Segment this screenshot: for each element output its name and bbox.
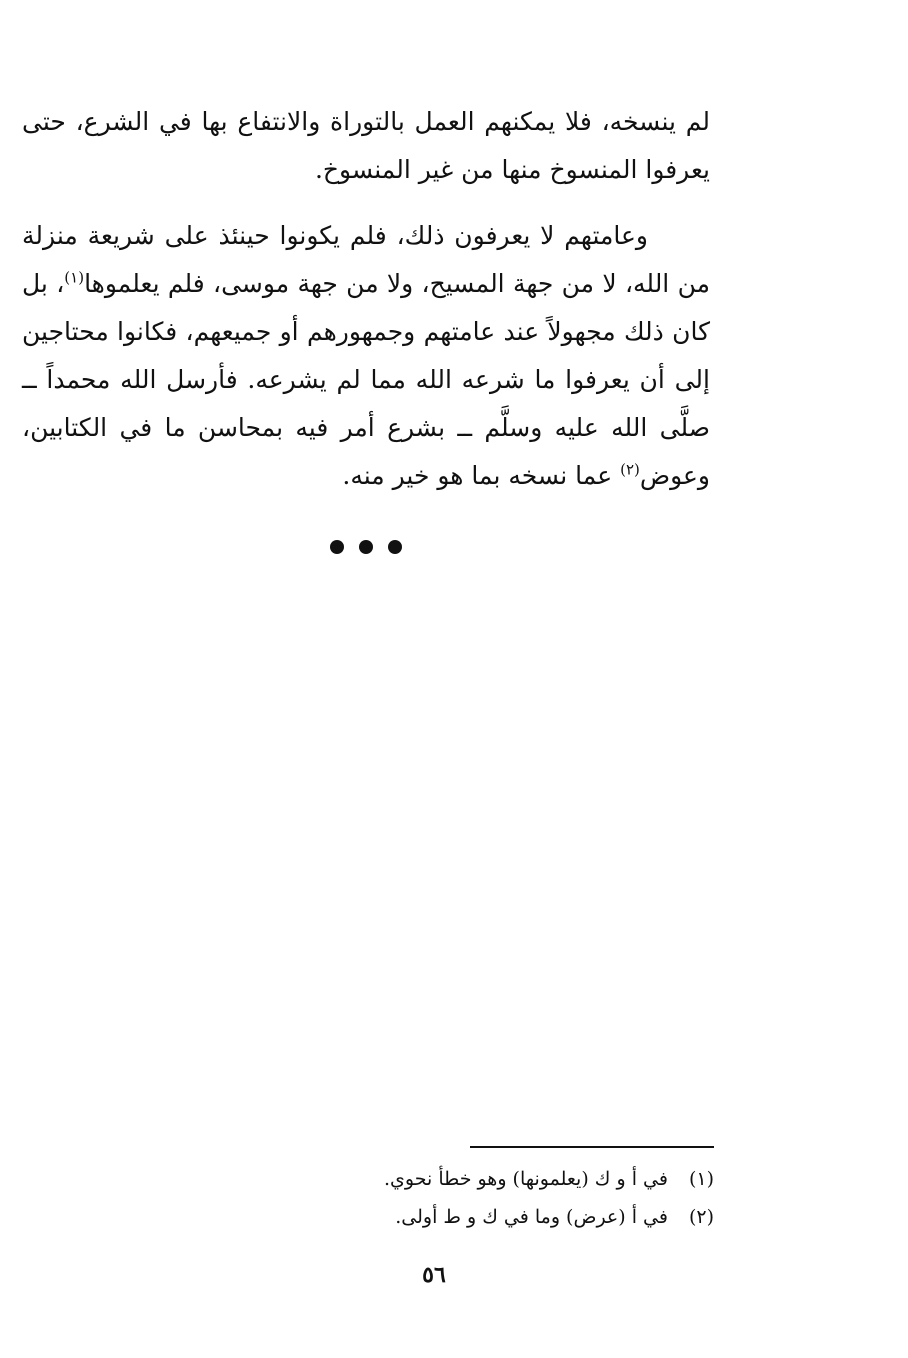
paragraph-2-part-2: ، بل كان ذلك مجهولاً عند عامتهم وجمهورهم أو جميعهم، فكانوا محتاجين إلى أن يعرفوا ما شرعه الله مما لم يشرعه. فأرسل الله محمداً ــ صلَّى الله عليه وسلَّم ــ بشرع أمر فيه بمحاسن ما في الكتابين، وعوض [22,269,710,490]
paragraph-2-part-3: عما نسخه بما هو خير منه. [342,461,621,490]
paragraph-2-part-1: وعامتهم لا يعرفون ذلك، فلم يكونوا حينئذ على شريعة منزلة من الله، لا من جهة المسيح، ولا من جهة موسى، فلم يعلموها [22,221,710,298]
footnote-marker-1: (١) [64,268,85,287]
footnote-1-number: (١) [688,1168,714,1190]
footnote-1-text: في أ و ك (يعلمونها) وهو خطأ نحوي. [384,1168,668,1190]
paragraph-1 [22,98,710,194]
divider-dot [330,540,344,554]
divider-dot [359,540,373,554]
main-text [22,98,710,500]
footnote-2-text: في أ (عرض) وما في ك و ط أولى. [395,1206,668,1228]
footnote-2 [300,1198,714,1236]
footnote-marker-2: (٢) [620,460,640,479]
footnote-2-number: (٢) [688,1206,714,1228]
divider-dot [388,540,402,554]
footnote-1 [300,1160,714,1198]
footnote-separator [470,1146,714,1148]
footnotes [300,1160,714,1236]
page-number: ٥٦ [422,1262,446,1288]
paragraph-2 [22,212,710,500]
section-divider [330,538,402,556]
paragraph-1-text: لم ينسخه، فلا يمكنهم العمل بالتوراة والانتفاع بها في الشرع، حتى يعرفوا المنسوخ منها من غير المنسوخ. [22,107,710,184]
